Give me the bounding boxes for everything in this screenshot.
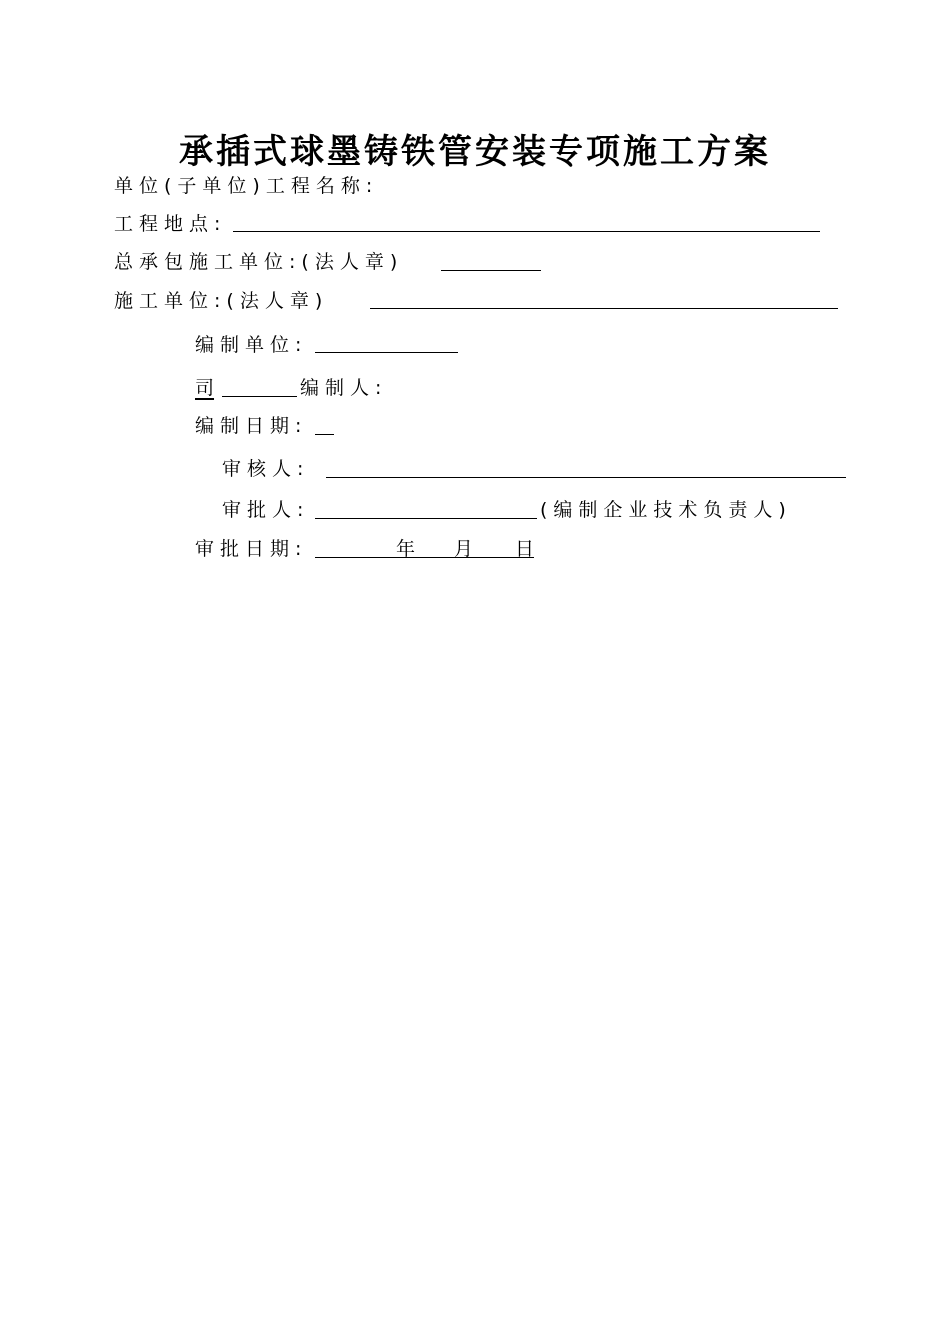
general-contractor-label: 总承包施工单位:(法人章) (114, 251, 404, 273)
compile-date-label: 编制日期: (195, 415, 308, 437)
compiler-label: 编制人: (300, 377, 388, 399)
approval-date-day: 日 (515, 538, 535, 560)
reviewer-blank[interactable] (326, 477, 846, 478)
compile-date-blank[interactable] (315, 434, 334, 435)
approval-date-label: 审批日期: (195, 538, 308, 560)
construction-unit-blank[interactable] (370, 308, 838, 309)
project-name-label: 单位(子单位)工程名称: (114, 175, 379, 197)
compiling-unit-blank[interactable] (315, 352, 458, 353)
project-location-label: 工程地点: (114, 213, 227, 235)
approver-label: 审批人: (222, 499, 310, 521)
reviewer-label: 审核人: (222, 458, 310, 480)
document-title: 承插式球墨铸铁管安装专项施工方案 (179, 132, 771, 172)
approver-note: (编制企业技术负责人) (540, 499, 792, 521)
approval-date-blank[interactable] (315, 557, 534, 558)
company-fragment: 司 (195, 377, 215, 399)
approver-blank[interactable] (315, 518, 537, 519)
compiling-unit-label: 编制单位: (195, 334, 308, 356)
general-contractor-blank[interactable] (441, 270, 541, 271)
approval-date-year: 年 (396, 538, 416, 560)
company-blank[interactable] (222, 396, 297, 397)
project-location-blank[interactable] (233, 231, 820, 232)
approval-date-month: 月 (454, 538, 474, 560)
construction-unit-label: 施工单位:(法人章) (114, 290, 329, 312)
